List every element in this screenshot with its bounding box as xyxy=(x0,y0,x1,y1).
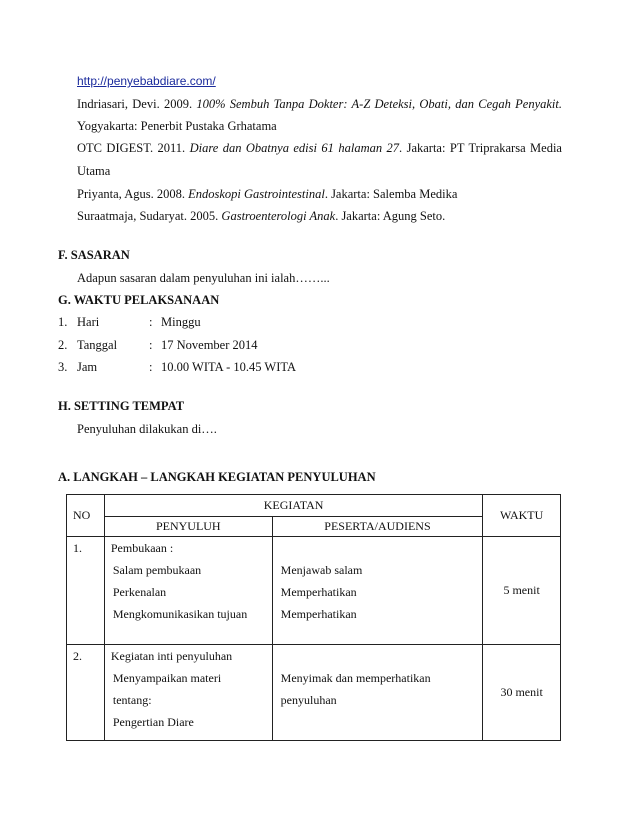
section-a-heading: A. LANGKAH – LANGKAH KEGIATAN PENYULUHAN xyxy=(58,470,376,484)
penyuluh-line: Kegiatan inti penyuluhan xyxy=(110,649,233,663)
schedule-item-value: 17 November 2014 xyxy=(161,338,258,352)
schedule-item-label: Hari xyxy=(77,315,100,329)
activity-table xyxy=(66,494,561,741)
reference-2-title: Diare dan Obatnya edisi 61 halaman 27 xyxy=(189,141,400,155)
schedule-item-label: Jam xyxy=(77,360,98,374)
schedule-item-label: Tanggal xyxy=(77,338,118,352)
peserta-line: Memperhatikan xyxy=(280,585,357,599)
peserta-line: penyuluhan xyxy=(280,693,337,707)
section-h-text: Penyuluhan dilakukan di…. xyxy=(77,422,217,436)
table-row xyxy=(67,537,561,645)
reference-1 xyxy=(77,97,562,112)
schedule-item-num: 3. xyxy=(58,360,68,374)
schedule-item-num: 1. xyxy=(58,315,68,329)
header-waktu: WAKTU xyxy=(483,495,561,537)
row-no-cell xyxy=(67,537,105,645)
reference-2-suffix: . Jakarta: PT Triprakarsa Media xyxy=(399,141,562,155)
schedule-item-sep: : xyxy=(149,338,153,352)
penyuluh-line: Mengkomunikasikan tujuan xyxy=(112,607,248,621)
header-penyuluh: PENYULUH xyxy=(104,517,272,537)
reference-1-prefix: Indriasari, Devi. 2009. xyxy=(77,97,197,111)
reference-2-prefix: OTC DIGEST. 2011. xyxy=(77,141,190,155)
reference-1-cont: Yogyakarta: Penerbit Pustaka Grhatama xyxy=(77,119,277,133)
peserta-line: Memperhatikan xyxy=(280,607,357,621)
row-no: 2. xyxy=(73,649,82,663)
schedule-item-value: Minggu xyxy=(161,315,201,329)
section-g-heading: G. WAKTU PELAKSANAAN xyxy=(58,293,220,307)
penyuluh-line: tentang: xyxy=(112,693,152,707)
schedule-item-sep: : xyxy=(149,315,153,329)
row-no: 1. xyxy=(73,541,82,555)
reference-url-link[interactable]: http://penyebabdiare.com/ xyxy=(77,74,216,88)
penyuluh-line: Pengertian Diare xyxy=(112,715,194,729)
reference-3 xyxy=(77,187,457,202)
row-peserta-cell xyxy=(272,537,483,645)
header-no: NO xyxy=(67,495,105,537)
penyuluh-line: Pembukaan : xyxy=(110,541,174,555)
penyuluh-line: Menyampaikan materi xyxy=(112,671,222,685)
reference-2-cont: Utama xyxy=(77,164,111,178)
schedule-item-num: 2. xyxy=(58,338,68,352)
row-penyuluh-cell xyxy=(104,537,272,645)
row-waktu: 30 menit xyxy=(483,645,561,741)
reference-4-prefix: Suraatmaja, Sudaryat. 2005. xyxy=(77,209,222,223)
section-h-heading: H. SETTING TEMPAT xyxy=(58,399,185,413)
header-kegiatan: KEGIATAN xyxy=(104,495,482,517)
schedule-item-value: 10.00 WITA - 10.45 WITA xyxy=(161,360,297,374)
section-f-heading: F. SASARAN xyxy=(58,248,130,262)
row-peserta-cell xyxy=(272,645,483,741)
reference-4-suffix: . Jakarta: Agung Seto. xyxy=(335,209,446,223)
header-peserta: PESERTA/AUDIENS xyxy=(272,517,483,537)
reference-3-title: Endoskopi Gastrointestinal xyxy=(188,187,325,201)
reference-2-line xyxy=(77,141,562,156)
peserta-line: Menjawab salam xyxy=(280,563,363,577)
row-waktu: 5 menit xyxy=(483,537,561,645)
table-row xyxy=(67,645,561,741)
reference-4 xyxy=(77,209,445,224)
penyuluh-line: Salam pembukaan xyxy=(112,563,202,577)
peserta-line: Menyimak dan memperhatikan xyxy=(280,671,431,685)
reference-4-title: Gastroenterologi Anak xyxy=(221,209,336,223)
reference-3-prefix: Priyanta, Agus. 2008. xyxy=(77,187,189,201)
reference-1-title: 100% Sembuh Tanpa Dokter: A-Z Deteksi, Obati, dan Cegah Penyakit. xyxy=(196,97,562,111)
section-f-text: Adapun sasaran dalam penyuluhan ini ialah……... xyxy=(77,271,330,285)
row-no-cell xyxy=(67,645,105,741)
penyuluh-line: Perkenalan xyxy=(112,585,167,599)
reference-3-suffix: . Jakarta: Salemba Medika xyxy=(324,187,458,201)
row-penyuluh-cell xyxy=(104,645,272,741)
reference-2 xyxy=(77,141,562,156)
schedule-item-sep: : xyxy=(149,360,153,374)
reference-1-line xyxy=(77,97,562,112)
